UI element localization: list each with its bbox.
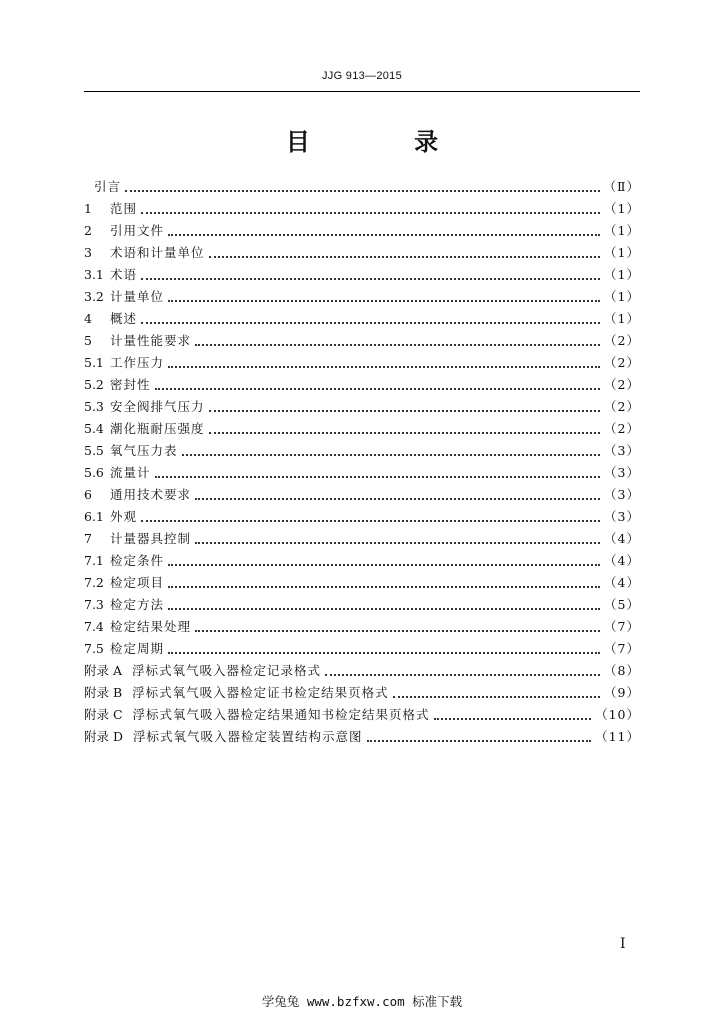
toc-entry[interactable]	[84, 682, 640, 704]
toc-entry-label: 术语和计量单位	[110, 245, 205, 260]
toc-entry[interactable]	[84, 462, 640, 484]
toc-entry-number: 3.1	[84, 267, 104, 282]
toc-entry[interactable]	[84, 374, 640, 396]
toc-entry-label: 计量性能要求	[110, 333, 192, 348]
toc-entry[interactable]	[84, 726, 640, 748]
toc-entry-page: （1）	[604, 223, 640, 238]
toc-leader-dots	[168, 300, 600, 302]
toc-entry[interactable]	[84, 440, 640, 462]
toc-entry[interactable]	[84, 572, 640, 594]
toc-entry[interactable]	[84, 418, 640, 440]
toc-leader-dots	[434, 718, 592, 720]
toc-entry-label: 引用文件	[110, 223, 165, 238]
toc-leader-dots	[141, 278, 600, 280]
toc-entry-number: 7	[84, 531, 92, 546]
toc-entry-label: 引言	[94, 179, 122, 194]
toc-entry-page: （3）	[604, 465, 640, 480]
toc-leader-dots	[209, 432, 601, 434]
toc-leader-dots	[168, 652, 600, 654]
toc-entry-number: 5.5	[84, 443, 104, 458]
toc-entry[interactable]	[84, 594, 640, 616]
toc-leader-dots	[168, 564, 600, 566]
toc-leader-dots	[168, 366, 600, 368]
toc-entry-number: 3.2	[84, 289, 104, 304]
toc-entry-page: （Ⅱ）	[603, 179, 640, 194]
toc-entry-number: 7.4	[84, 619, 104, 634]
toc-entry-page: （10）	[595, 707, 640, 722]
toc-entry-page: （2）	[604, 421, 640, 436]
toc-leader-dots	[168, 234, 600, 236]
toc-entry-label: 检定项目	[110, 575, 165, 590]
toc-entry-page: （4）	[604, 553, 640, 568]
toc-leader-dots	[367, 740, 592, 742]
toc-entry-number: 5.4	[84, 421, 104, 436]
toc-entry-label: 工作压力	[110, 355, 165, 370]
toc-entry[interactable]	[84, 506, 640, 528]
toc-entry-label: 安全阀排气压力	[110, 399, 205, 414]
toc-entry[interactable]	[84, 242, 640, 264]
toc-entry-page: （1）	[604, 289, 640, 304]
standard-code-header: JJG 913—2015	[321, 70, 403, 82]
toc-entry-label: 密封性	[110, 377, 151, 392]
toc-entry-page: （1）	[604, 245, 640, 260]
toc-entry[interactable]	[84, 484, 640, 506]
toc-entry-page: （7）	[604, 641, 640, 656]
toc-entry-label: 浮标式氧气吸入器检定证书检定结果页格式	[132, 685, 389, 700]
toc-entry[interactable]	[84, 352, 640, 374]
toc-entry-page: （2）	[604, 355, 640, 370]
toc-entry-label: 计量单位	[110, 289, 165, 304]
toc-entry-number: 附录 B	[84, 685, 123, 700]
toc-leader-dots	[195, 498, 600, 500]
toc-entry-page: （11）	[595, 729, 640, 744]
toc-entry-page: （3）	[604, 509, 640, 524]
toc-entry-number: 附录 A	[84, 663, 123, 678]
page-title: 目 录	[285, 127, 487, 156]
toc-entry[interactable]	[84, 286, 640, 308]
toc-entry-page: （3）	[604, 487, 640, 502]
toc-entry-label: 通用技术要求	[110, 487, 192, 502]
toc-entry-page: （1）	[604, 311, 640, 326]
toc-leader-dots	[325, 674, 600, 676]
toc-entry[interactable]	[84, 638, 640, 660]
toc-entry-page: （4）	[604, 531, 640, 546]
toc-entry[interactable]	[84, 528, 640, 550]
toc-leader-dots	[393, 696, 600, 698]
toc-entry-label: 检定方法	[110, 597, 165, 612]
toc-entry[interactable]	[84, 220, 640, 242]
toc-entry-label: 概述	[110, 311, 138, 326]
toc-entry-label: 检定周期	[110, 641, 165, 656]
toc-entry-page: （8）	[604, 663, 640, 678]
toc-entry[interactable]	[84, 704, 640, 726]
toc-leader-dots	[195, 344, 600, 346]
toc-leader-dots	[182, 454, 601, 456]
toc-entry-label: 范围	[110, 201, 138, 216]
toc-leader-dots	[141, 520, 600, 522]
toc-entry-page: （1）	[604, 201, 640, 216]
toc-entry-label: 流量计	[110, 465, 151, 480]
toc-entry-page: （2）	[604, 399, 640, 414]
toc-entry[interactable]	[84, 198, 640, 220]
toc-entry-number: 7.3	[84, 597, 104, 612]
toc-entry[interactable]	[84, 550, 640, 572]
toc-entry-label: 氧气压力表	[110, 443, 178, 458]
toc-entry-number: 7.1	[84, 553, 104, 568]
toc-entry-number: 7.2	[84, 575, 104, 590]
toc-entry-label: 外观	[110, 509, 138, 524]
toc-entry-number: 附录 C	[84, 707, 123, 722]
toc-entry-number: 5.2	[84, 377, 104, 392]
toc-entry-label: 潮化瓶耐压强度	[110, 421, 205, 436]
toc-entry-number: 1	[84, 201, 92, 216]
toc-entry-number: 5.1	[84, 355, 104, 370]
toc-entry-number: 5.6	[84, 465, 104, 480]
toc-entry-number: 4	[84, 311, 92, 326]
toc-leader-dots	[125, 190, 599, 192]
toc-entry-number: 7.5	[84, 641, 104, 656]
toc-entry-label: 计量器具控制	[110, 531, 192, 546]
header-divider	[84, 91, 640, 92]
toc-leader-dots	[155, 476, 601, 478]
toc-entry-number: 附录 D	[84, 729, 123, 744]
toc-entry[interactable]	[84, 308, 640, 330]
toc-leader-dots	[195, 542, 600, 544]
toc-entry-number: 5.3	[84, 399, 104, 414]
toc-entry-page: （9）	[604, 685, 640, 700]
toc-entry-page: （5）	[604, 597, 640, 612]
toc-entry-page: （2）	[604, 333, 640, 348]
toc-entry-label: 检定结果处理	[110, 619, 192, 634]
toc-entry-page: （7）	[604, 619, 640, 634]
toc-entry-number: 2	[84, 223, 92, 238]
toc-entry-label: 检定条件	[110, 553, 165, 568]
toc-entry-label: 浮标式氧气吸入器检定装置结构示意图	[133, 729, 363, 744]
toc-entry[interactable]	[84, 396, 640, 418]
toc-leader-dots	[195, 630, 600, 632]
toc-entry-number: 5	[84, 333, 92, 348]
toc-leader-dots	[168, 586, 600, 588]
toc-entry-page: （1）	[604, 267, 640, 282]
toc-leader-dots	[155, 388, 601, 390]
page-number: I	[620, 936, 626, 952]
toc-entry[interactable]	[84, 616, 640, 638]
toc-entry[interactable]	[84, 660, 640, 682]
toc-entry-page: （3）	[604, 443, 640, 458]
toc-entry-page: （4）	[604, 575, 640, 590]
toc-entry-label: 浮标式氧气吸入器检定记录格式	[132, 663, 322, 678]
toc-entry-number: 6.1	[84, 509, 104, 524]
toc-leader-dots	[141, 212, 600, 214]
toc-entry[interactable]	[84, 176, 640, 198]
toc-entry[interactable]	[84, 264, 640, 286]
toc-leader-dots	[209, 256, 601, 258]
toc-entry-number: 6	[84, 487, 92, 502]
toc-leader-dots	[168, 608, 600, 610]
toc-entry-label: 术语	[110, 267, 138, 282]
toc-leader-dots	[209, 410, 601, 412]
toc-entry-page: （2）	[604, 377, 640, 392]
toc-leader-dots	[141, 322, 600, 324]
toc-entry[interactable]	[84, 330, 640, 352]
toc-entry-label: 浮标式氧气吸入器检定结果通知书检定结果页格式	[132, 707, 430, 722]
watermark-footer: 学兔兔 www.bzfxw.com 标准下载	[261, 994, 463, 1009]
table-of-contents	[84, 176, 640, 748]
toc-entry-number: 3	[84, 245, 92, 260]
